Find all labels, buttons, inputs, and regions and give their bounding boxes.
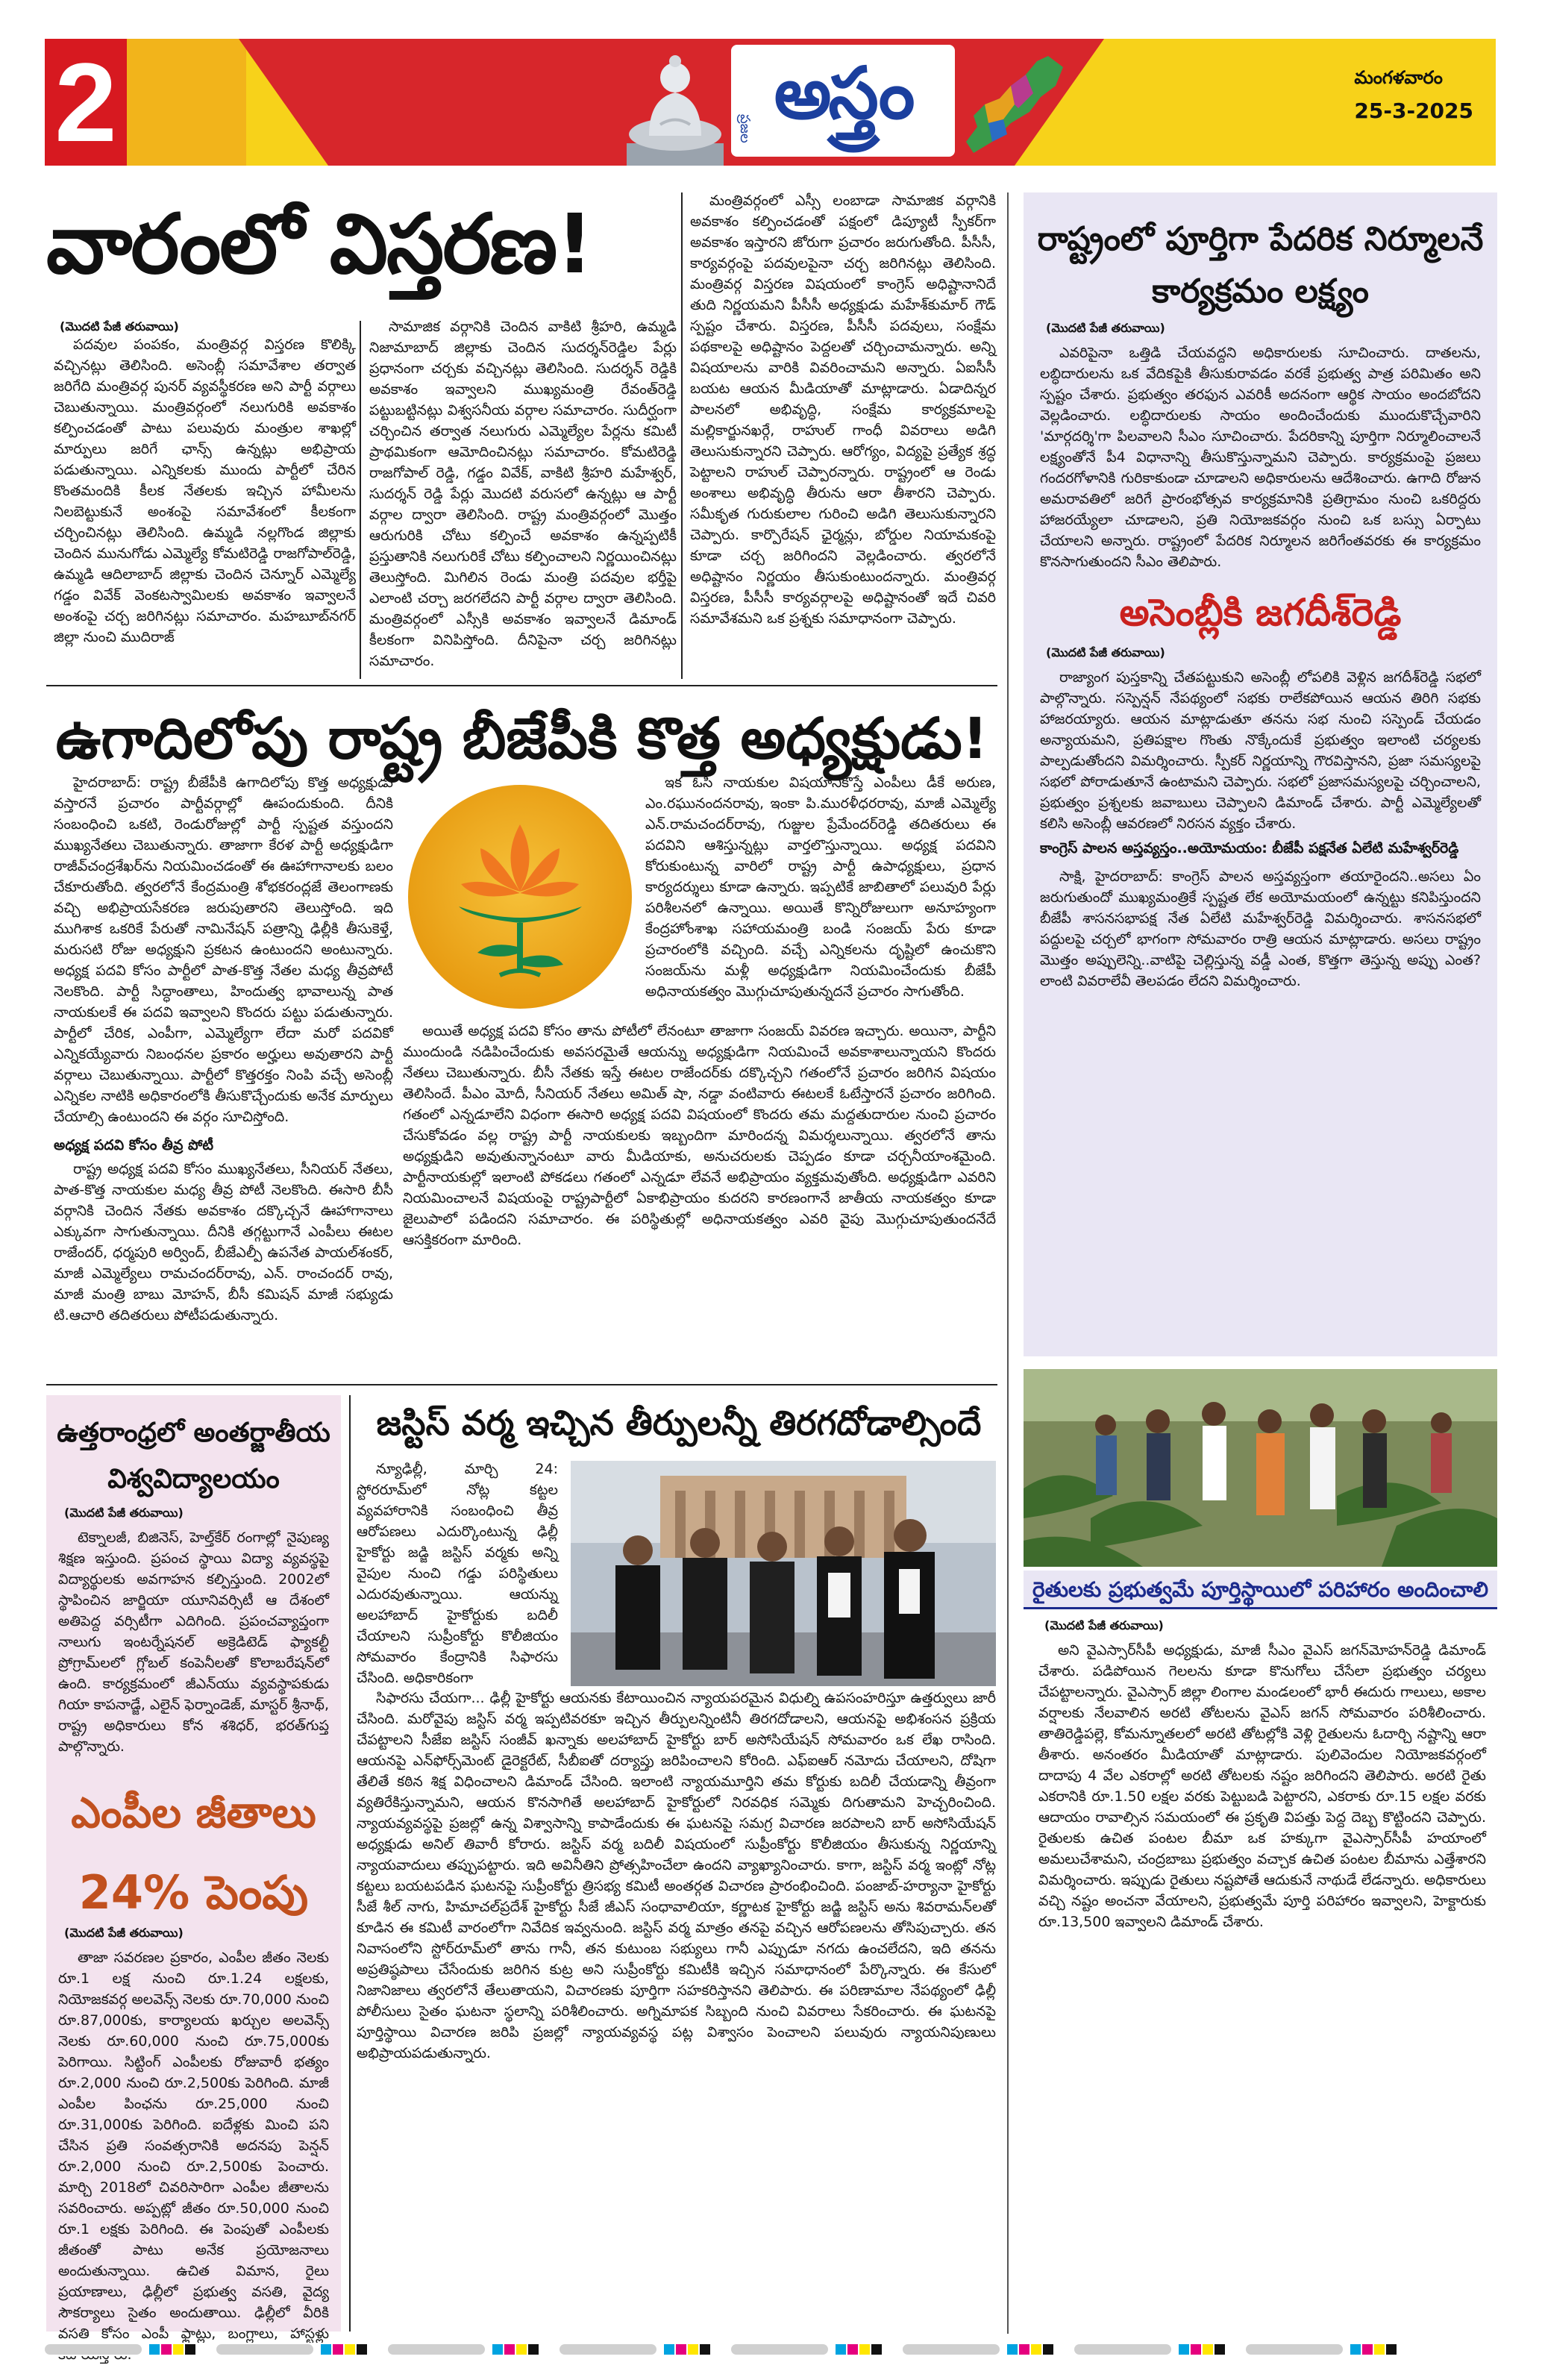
bottom-left-box: [46, 1395, 341, 2342]
bjp-lotus-logo-icon: [403, 780, 638, 1015]
university-credit: (మొదటి పేజీ తరువాయి): [64, 1506, 184, 1520]
story2-column-3: ఇక ఓసీ నాయకుల విషయానికొస్తే ఎంపీలు డీకే అరుణ, ఎం.రఘునందనరావు, ఇంకా పి.మురళీధరరావు, మాజీ ఎమ్మెల్యే ఎన్.రామచందర్‌రావు, గుజ్జుల ప్రేమేందర్‌రెడ్డి తదితరులు ఈ పదవిని ఆశిస్తున్నట్లు వార్తలొస్తున్నాయి. అధ్యక్ష పదవిని కోరుకుంటున్న వారిలో రాష్ట్ర పార్టీ ఉపాధ్యక్షులు, ప్రధాన కార్యదర్శులు కూడా ఉన్నారు. ఇప్పటికే జాబితాలో పలువురి పేర్లు పరిశీలనలో ఉన్నాయి. అయితే కొన్నిరోజులుగా అనూహ్యంగా కేంద్రహోంశాఖ సహాయమంత్రి బండి సంజయ్ పేరు కూడా ప్రచారంలోకి వచ్చింది. వచ్చే ఎన్నికలను దృష్టిలో ఉంచుకొని సంజయ్‌ను మళ్లీ అధ్యక్షుడిగా నియమించేందుకు బీజేపీ అధినాయకత్వం మొగ్గుచూపుతున్నదనే ప్రచారం సాగుతోంది.: [645, 774, 996, 1000]
story2-subhead: అధ్యక్ష పదవి కోసం తీవ్ర పోటీ: [54, 1137, 214, 1153]
buddha-statue-icon: [619, 46, 731, 166]
issue-date: [1354, 67, 1473, 123]
farmers-photo-caption: రైతులకు ప్రభుత్వమే పూర్తిస్థాయిలో పరిహారం అందించాలి: [1024, 1571, 1497, 1609]
column-rule: [349, 1395, 351, 2332]
story1-column-3: మంత్రివర్గంలో ఎస్సీ లంబాడా సామాజిక వర్గానికి అవకాశం కల్పించడంతో పక్షంలో డిప్యూటీ స్పీకర్‌గా అవకాశం ఇస్తారని జోరుగా ప్రచారం జరుగుతోంది. పీసీసీ, కార్యవర్గంపై పదవులపైనా చర్చ జరిగినట్లు తెలిసింది. మంత్రివర్గ విస్తరణ విషయంలో కాంగ్రెస్ అధిష్టానానిదే తుది నిర్ణయమని పీసీసీ అధ్యక్షుడు మహేశ్‌కుమార్ గౌడ్ స్పష్టం చేశారు. విస్తరణ, పీసీసీ పదవులు, సంక్షేమ పథకాలపై అధిష్టానం పెద్దలతో చర్చించామన్నారు. అన్ని విషయాలను వారికి వివరించామని అన్నారు. ఏఐసీసీ బయట ఆయన మీడియాతో మాట్లాడారు. ఏడాదిన్నర పాలనలో అభివృద్ధి, సంక్షేమ కార్యక్రమాలపై మల్లికార్జునఖర్గే, రాహుల్ గాంధీ వివరాలు అడిగి తెలుసుకున్నారని చెప్పారు. ఆరోగ్యం, విద్యపై ప్రత్యేక శ్రద్ధ పెట్టాలని రాహుల్ చెప్పారన్నారు. రాష్ట్రంలో ఆ రెండు అంశాలు అభివృద్ధి తీరును ఆరా తీశారని చెప్పారు. సమీకృత గురుకులాల గురించి అడిగి తెలుసుకున్నారని చెప్పారు. కార్పొరేషన్ ఛైర్మన్లు, బోర్డుల నియామకంపై కూడా చర్చ జరిగిందని వెల్లడించారు. త్వరలోనే అధిష్టానం నిర్ణయం తీసుకుంటుందన్నారు. మంత్రివర్గ విస్తరణ, పీసీసీ కార్యవర్గాలపై అధిష్టానంతో ఇదే చివరి సమావేశమని ఒక ప్రశ్నకు సమాధానంగా చెప్పారు.: [690, 192, 996, 627]
congress-subhead: కాంగ్రెస్ పాలన అస్తవ్యస్తం..అయోమయం: బీజేపీ పక్షనేత ఏలేటి మహేశ్వర్‌రెడ్డి: [1040, 840, 1459, 857]
issue-date-value: 25-3-2025: [1354, 98, 1473, 123]
state-map-icon: [959, 52, 1071, 157]
poverty-credit: (మొదటి పేజీ తరువాయి): [1046, 321, 1165, 335]
page-number: 2: [45, 39, 127, 166]
story1-column-2: సామాజిక వర్గానికి చెందిన వాకిటి శ్రీహరి, ఉమ్మడి నిజామాబాద్ జిల్లాకు చెందిన సుదర్శన్‌రెడ్డిల పేర్లు ప్రధానంగా చర్చకు వచ్చినట్లు తెలిసింది. సుదర్శన్ రెడ్డికి అవకాశం ఇవ్వాలని ముఖ్యమంత్రి రేవంత్‌రెడ్డి పట్టుబట్టినట్లు విశ్వసనీయ వర్గాల సమాచారం. సుదీర్ఘంగా చర్చించిన తర్వాత నలుగురు ఎమ్మెల్యేల పేర్లను కమిటీ ప్రాథమికంగా ఆమోదించినట్లు సమాచారం. కోమటిరెడ్డి రాజగోపాల్ రెడ్డి, గడ్డం వివేక్, వాకిటి శ్రీహరి మహేశ్వర్, సుదర్శన్ రెడ్డి పేర్లు మొదటి వరుసలో ఉన్నట్లు ఆ పార్టీ వర్గాల ద్వారా తెలిసింది. రాష్ట్ర మంత్రివర్గంలో మొత్తం ఆరుగురికి చోటు కల్పించే అవకాశం ఉన్నప్పటికీ ప్రస్తుతానికి నలుగురికే చోటు కల్పించాలని నిర్ణయించినట్లు తెలుస్తోంది. మిగిలిన రెండు మంత్రి పదవుల భర్తీపై ఎలాంటి చర్చా జరగలేదని పార్టీ వర్గాల ద్వారా తెలిసింది. మంత్రివర్గంలో ఎస్సీకి అవకాశం ఇవ్వాలనే డిమాండ్ కీలకంగా వినిపిస్తోంది. దీనిపైనా చర్చ జరిగినట్లు సమాచారం.: [369, 319, 677, 669]
university-text: టెక్నాలజీ, బిజినెస్, హెల్త్‌కేర్ రంగాల్లో నైపుణ్య శిక్షణ ఇస్తుంది. ప్రపంచ స్థాయి విద్యా వ్యవస్థపై విద్యార్థులకు అవగాహన కల్పిస్తుంది. 2002లో స్థాపించిన జార్జియా యూనివర్సిటీ ఆ దేశంలో అతిపెద్ద వర్సిటీగా ఎదిగింది. ప్రపంచవ్యాప్తంగా నాలుగు ఇంటర్నేషనల్ అక్రెడిటెడ్ ఫ్యాకల్టీ ప్రోగ్రామ్‌లలో గ్లోబల్ కంపెనీలతో కొలాబరేషన్‌లో ఉంది. కార్యక్రమంలో జీఎన్‌యు వ్యవస్థాపకుడు గియా కాపనాడ్జే, ఎలైన్ ఫెర్నాండెజ్, మాస్టర్ శ్రీనాథ్, రాష్ట్ర అధికారులు కోన శశిధర్, భరత్‌గుప్త పాల్గొన్నారు.: [58, 1529, 329, 1755]
lawyers-photo: [571, 1461, 996, 1686]
university-headline: ఉత్తరాంధ్రలో అంతర్జాతీయ విశ్వవిద్యాలయం: [57, 1418, 330, 1494]
justice-body: సిఫారసు చేయగా... ఢిల్లీ హైకోర్టు ఆయనకు కేటాయించిన న్యాయపరమైన విధుల్ని ఉపసంహరిస్తూ ఉత్తర్వులు జారీ చేసింది. మరోవైపు జస్టిస్ వర్మ ఇప్పటివరకూ ఇచ్చిన తీర్పులన్నింటినీ తిరగదోడాలని, ఆయనపై అభిశంసన ప్రక్రియ చేపట్టాలని సీజేఐ జస్టిస్ సంజీవ్ ఖన్నాకు అలహాబాద్ హైకోర్టు బార్ అసోసియేషన్ సోమవారం ఒక లేఖ రాసింది. ఆయనపై ఎన్‌ఫోర్స్‌మెంట్ డైరెక్టరేట్, సీబీఐతో దర్యాప్తు జరిపించాలని కోరింది. ఎఫ్‌ఐఆర్ నమోదు చేయాలని, దోషిగా తేలితే కఠిన శిక్ష విధించాలని డిమాండ్ చేసింది. ఇలాంటి న్యాయమూర్తిని తమ కోర్టుకు బదిలీ చేయడాన్ని తీవ్రంగా వ్యతిరేకిస్తున్నామని, ఆయన కొనసాగితే అలహాబాద్ హైకోర్టులో నిరవధిక సమ్మెకు దిగుతామని హెచ్చరించింది. న్యాయవ్యవస్థపై ప్రజల్లో ఉన్న విశ్వాసాన్ని కాపాడేందుకు ఈ ఘటనపై సమగ్ర విచారణ జరపాలని బార్ అసోసియేషన్ అధ్యక్షుడు అనిల్ తివారీ కోరారు. జస్టిస్ వర్మ బదిలీ విషయంలో సుప్రీంకోర్టు కొలీజియం తీసుకున్న నిర్ణయాన్ని న్యాయవాదులు తప్పుపట్టారు. ఇది అవినీతిని ప్రోత్సహించేలా ఉందని వ్యాఖ్యానించారు. కాగా, జస్టిస్ వర్మ ఇంట్లో నోట్ల కట్టలు బయటపడిన ఘటనపై సుప్రీంకోర్టు త్రిసభ్య కమిటీ అంతర్గత విచారణ ప్రారంభించింది. పంజాబ్-హర్యానా హైకోర్టు సీజే శీల్ నాగు, హిమాచల్‌ప్రదేశ్ హైకోర్టు సీజే జీఎస్ సంధావాలియా, కర్ణాటక హైకోర్టు జడ్జి జస్టిస్ అను శివరామన్‌లతో కూడిన ఈ కమిటీ వారంలోగా నివేదిక ఇవ్వనుంది. జస్టిస్ వర్మ మాత్రం తనపై వచ్చిన ఆరోపణలను తోసిపుచ్చారు. తన నివాసంలోని స్టోర్‌రూమ్‌లో తాను గానీ, తన కుటుంబ సభ్యులు గానీ ఎప్పుడూ నగదు ఉంచలేదని, ఇది తనను అప్రతిష్ఠపాలు చేసేందుకు జరిగిన కుట్ర అని సుప్రీంకోర్టు కమిటీకి ఇచ్చిన సమాధానంలో పేర్కొన్నారు. ఈ కేసులో నిజానిజాలు త్వరలోనే తేలుతాయని, విచారణకు పూర్తిగా సహకరిస్తానని తెలిపారు. ఈ పరిణామాల నేపథ్యంలో ఢిల్లీ పోలీసులు సైతం ఘటనా స్థలాన్ని పరిశీలించారు. అగ్నిమాపక సిబ్బంది నుంచి వివరాలు సేకరించారు. ఈ ఘటనపై పూర్తిస్థాయి విచారణ జరిపి ప్రజల్లో న్యాయవ్యవస్థ పట్ల విశ్వాసం పెంచాలని పలువురు న్యాయనిపుణులు అభిప్రాయపడుతున్నారు.: [357, 1690, 996, 2061]
farmers-credit: (మొదటి పేజీ తరువాయి): [1044, 1618, 1164, 1632]
poverty-headline: రాష్ట్రంలో పూర్తిగా పేదరిక నిర్మూలనే కార్యక్రమం లక్ష్యం: [1037, 220, 1484, 310]
section-rule: [46, 1384, 997, 1385]
jagadish-credit: (మొదటి పేజీ తరువాయి): [1046, 645, 1165, 660]
story1-headline: వారంలో విస్తరణ!: [46, 196, 592, 292]
masthead: [45, 39, 1496, 166]
jagadish-headline: అసెంబ్లీకి జగదీశ్‌రెడ్డి: [1119, 591, 1402, 634]
jagadish-text: రాజ్యాంగ పుస్తకాన్ని చేతపట్టుకుని అసెంబ్లీ లోపలికి వెళ్లిన జగదీశ్‌రెడ్డి సభలో పాల్గొన్నారు. సస్పెన్షన్ నేపథ్యంలో సభకు రాలేకపోయిన ఆయన తిరిగి సభకు హాజరయ్యారు. ఆయన మాట్లాడుతూ తనను సభ నుంచి సస్పెండ్ చేయడం అన్యాయమని, ప్రతిపక్షాల గొంతు నొక్కేందుకే ప్రభుత్వం ఇలాంటి చర్యలకు పాల్పడుతోందని విమర్శించారు. స్పీకర్ నిర్ణయాన్ని గౌరవిస్తానని, ప్రజా సమస్యలపై సభలో పోరాడుతూనే ఉంటామని చెప్పారు. సభలో ప్రజాసమస్యలపై చర్చించాలని, ప్రభుత్వం ప్రశ్నలకు జవాబులు చెప్పాలని డిమాండ్ చేశారు. పార్టీ ఎమ్మెల్యేలతో కలిసి అసెంబ్లీ ఆవరణలో నిరసన వ్యక్తం చేశారు.: [1040, 669, 1481, 832]
mp-salary-headline: ఎంపీల జీతాలు: [71, 1789, 316, 1838]
farmers-story: [1038, 1615, 1486, 1935]
story2-column-1: హైదరాబాద్: రాష్ట్ర బీజేపీకి ఉగాదిలోపు కొత్త అధ్యక్షుడు వస్తారనే ప్రచారం పార్టీవర్గాల్లో ఊపందుకుంది. దీనికి సంబంధించి ఒకటి, రెండురోజుల్లో పార్టీ స్పష్టత వస్తుందని ముఖ్యనేతలు చెబుతున్నారు. తాజాగా కేరళ పార్టీ అధ్యక్షుడిగా రాజీవ్‌చంద్రశేఖర్‌ను నియమించడంతో ఈ ఊహాగానాలకు బలం చేకూరుతోంది. త్వరలోనే కేంద్రమంత్రి శోభకరంద్లజే తెలంగాణకు వచ్చి అభిప్రాయసేకరణ జరుపుతారని తెలుస్తోంది. ఇది ముగిశాక ఒకరికే పేరుతో నామినేషన్ పత్రాన్ని ఢిల్లీకి తీసుకెళ్తే, మరుసటి రోజు అధ్యక్షుని ప్రకటన ఉంటుందని అంటున్నారు. అధ్యక్ష పదవి కోసం పార్టీలో పాత-కొత్త నేతల మధ్య తీవ్రపోటీ నెలకొంది. పార్టీ సిద్ధాంతాలు, హిందుత్వ భావాలున్న పాత నాయకులకే ఈ పదవి ఇవ్వాలని కొందరు పట్టు పడుతున్నారు. పార్టీలో చేరిక, ఎంపీగా, ఎమ్మెల్యేగా లేదా మరో పదవికో ఎన్నికయ్యేవారు నిబంధనల ప్రకారం అర్హులు అవుతారని పార్టీ వర్గాలు చెబుతున్నాయి. పార్టీలో కొత్తరక్తం నింపి వచ్చే అసెంబ్లీ ఎన్నికల నాటికి అధికారంలోకి తీసుకొచ్చేందుకు అనేక మార్పులు చేయాల్సి ఉంటుందని ఈ వర్గం సూచిస్తోంది. అధ్యక్ష పదవి కోసం తీవ్ర పోటీ రాష్ట్ర అధ్యక్ష పదవి కోసం ముఖ్యనేతలు, సీనియర్ నేతలు, పాత-కొత్త నాయకుల మధ్య తీవ్ర పోటీ నెలకొంది. ఈసారి బీసీ వర్గానికి చెందిన నేతకు అవకాశం దక్కొచ్చనే ఊహాగానాలు ఎక్కువగా సాగుతున్నాయి. దీనికి తగ్గట్టుగానే ఎంపీలు ఈటల రాజేందర్, ధర్మపురి అర్వింద్, బీజేఎల్పీ ఉపనేత పాయల్‌శంకర్, మాజీ ఎమ్మెల్యేలు రామచందర్‌రావు, ఎన్. రాంచందర్ రావు, మాజీ మంత్రి బాబు మోహన్, బీసీ కమిషన్ మాజీ సభ్యుడు టి.ఆచారి తదితరులు పోటీపడుతున్నారు.: [54, 774, 393, 1324]
justice-column-1: న్యూఢిల్లీ, మార్చి 24: స్టోరరూమ్‌లో నోట్ల కట్టల వ్యవహారానికి సంబంధించి తీవ్ర ఆరోపణలు ఎదుర్కొంటున్న ఢిల్లీ హైకోర్టు జడ్జి జస్టిస్ వర్మకు అన్ని వైపుల నుంచి గడ్డు పరిస్థితులు ఎదురవుతున్నాయి. ఆయన్ను అలహాబాద్ హైకోర్టుకు బదిలీ చేయాలని సుప్రీంకోర్టు కొలీజియం సోమవారం కేంద్రానికి సిఫారసు చేసింది. అధికారికంగా: [357, 1461, 558, 1686]
story2-column-lower: అయితే అధ్యక్ష పదవి కోసం తాను పోటీలో లేనంటూ తాజాగా సంజయ్ వివరణ ఇచ్చారు. అయినా, పార్టీని ముందుండి నడిపించేందుకు అవసరమైతే ఆయన్ను అధ్యక్షుడిగా నియమించే అవకాశాలున్నాయని కొందరు నేతలు చెబుతున్నారు. బీసీ నేతకు ఇస్తే ఈటల రాజేందర్‌కు దక్కొచ్చని గతంలోనే ప్రచారం జరిగిన విషయం తెలిసిందే. పీఎం మోదీ, సీనియర్ నేతలు అమిత్ షా, నడ్డా వంటివారు ఈటలకే ఓటేస్తారనే ప్రచారం జరిగింది. గతంలో ఎన్నడూలేని విధంగా ఈసారి అధ్యక్ష పదవి విషయంలో కొందరు తమ మద్దతుదారుల నుంచి ప్రచారం చేసుకోవడం వల్ల రాష్ట్ర పార్టీ నాయకులకు ఇబ్బందిగా మారిందన్న విమర్శలున్నాయి. త్వరలోనే తాను అధ్యక్షుడిని అవుతున్నానంటూ వారు మీడియాకు, అనుచరులకు చెప్పడం కూడా చర్చనీయాంశమైంది. పార్టీనాయకుల్లో ఇలాంటి పోకడలు గతంలో ఎన్నడూ లేవనే అభిప్రాయం వ్యక్తమవుతోంది. అధ్యక్షుడిగా ఎవరిని నియమించాలనే విషయంపై రాష్ట్రపార్టీలో ఏకాభిప్రాయం కుదరని కారణంగానే జాతీయ నాయకత్వం కూడా జైలుపాలో పడిందని సమాచారం. ఈ పరిస్థితుల్లో అధినాయకత్వం ఎవరి వైపు మొగ్గుచూపుతుందనేదే ఆసక్తికరంగా మారింది.: [403, 1023, 997, 1248]
banana-farm-photo: [1024, 1369, 1497, 1567]
right-column-box: [1024, 192, 1497, 1356]
section-rule: [46, 685, 997, 686]
column-rule: [1007, 192, 1009, 2334]
mp-salary-percent: 24% పెంపు: [78, 1865, 309, 1920]
congress-text: సాక్షి, హైదరాబాద్: కాంగ్రెస్ పాలన అస్తవ్యస్తంగా తయారైందని..అసలు ఏం జరుగుతుందో ముఖ్యమంత్రికే స్పష్టత లేక అయోమయంలో ఉన్నట్టు కనిపిస్తుందని బీజేపీ శాసనసభాపక్ష నేత ఏలేటి మహేశ్వర్‌రెడ్డి విమర్శించారు. శాసనసభలో పద్దులపై చర్చలో భాగంగా సోమవారం రాత్రి ఆయన మాట్లాడారు. అసలు రాష్ట్రం మొత్తం అప్పులెన్ని..వాటిపై చెల్లిస్తున్న వడ్డీ ఎంత, కొత్తగా తెస్తున్న అప్పు ఎంత? లాంటి వివరాలేవీ తెలపడం లేదని విమర్శించారు.: [1040, 868, 1481, 989]
color-registration-bar: [45, 2343, 1496, 2356]
newspaper-logo: ప్రజల అస్త్రం: [731, 45, 955, 157]
mp-salary-text: తాజా సవరణల ప్రకారం, ఎంపీల జీతం నెలకు రూ.1 లక్ష నుంచి రూ.1.24 లక్షలకు, నియోజకవర్గ అలవెన్స్ నెలకు రూ.70,000 నుంచి రూ.87,000కు, కార్యాలయ ఖర్చుల అలవెన్స్ నెలకు రూ.60,000 నుంచి రూ.75,000కు పెరిగాయి. సిట్టింగ్ ఎంపీలకు రోజువారీ భత్యం రూ.2,000 నుంచి రూ.2,500కు పెరిగింది. మాజీ ఎంపీల పింఛను రూ.25,000 నుంచి రూ.31,000కు పెరిగింది. ఐదేళ్లకు మించి పని చేసిన ప్రతి సంవత్సరానికి అదనపు పెన్షన్ రూ.2,000 నుంచి రూ.2,500కు పెంచారు. మార్చి 2018లో చివరిసారిగా ఎంపీల జీతాలను సవరించారు. అప్పట్లో జీతం రూ.50,000 నుంచి రూ.1 లక్షకు పెరిగింది. ఈ పెంపుతో ఎంపీలకు జీతంతో పాటు అనేక ప్రయోజనాలు అందుతున్నాయి. ఉచిత విమాన, రైలు ప్రయాణాలు, ఢిల్లీలో ప్రభుత్వ వసతి, వైద్య సౌకర్యాలు సైతం అందుతాయి. ఢిల్లీలో వీరికి వసతి కోసం ఎంపీ ఫ్లాట్లు, బంగ్లాలు, హాస్టళ్లు: [58, 1950, 329, 2342]
column-rule: [360, 321, 361, 679]
issue-day: మంగళవారం: [1354, 67, 1443, 88]
story1-credit: (మొదటి పేజీ తరువాయి): [60, 319, 179, 333]
story2-headline: ఉగాదిలోపు రాష్ట్ర బీజేపీకి కొత్త అధ్యక్షుడు!: [55, 705, 988, 771]
story1-column-1: పదవుల పంపకం, మంత్రివర్గ విస్తరణ కొలిక్కి వచ్చినట్లు తెలిసింది. అసెంబ్లీ సమావేశాల తర్వాత జరిగేది మంత్రివర్గ పునర్ వ్యవస్థీకరణ అని పార్టీ వర్గాలు చెబుతున్నాయి. మంత్రివర్గంలో నలుగురికి అవకాశం కల్పించడంతో పాటు పలువురు మంత్రుల శాఖల్లో మార్పులు జరిగే ఛాన్స్ ఉన్నట్లు అభిప్రాయ పడుతున్నాయి. ఎన్నికలకు ముందు పార్టీలో చేరిన కొంతమందికి కీలక నేతలకు ఇచ్చిన హామీలను నిలబెట్టుకునే అంశంపై సమావేశంలో కీలకంగా చర్చించినట్లు తెలిసింది. ఉమ్మడి నల్లగొండ జిల్లాకు చెందిన మునుగోడు ఎమ్మెల్యే కోమటిరెడ్డి రాజగోపాల్‌రెడ్డి, ఉమ్మడి ఆదిలాబాద్ జిల్లాకు చెందిన చెన్నూర్ ఎమ్మెల్యే గడ్డం వివేక్ వెంకటస్వామిలకు అవకాశం ఇవ్వాలనే అంశంపై చర్చ జరిగినట్లు సమాచారం. మహబూబ్‌నగర్ జిల్లా నుంచి ముదిరాజ్: [54, 336, 356, 645]
farmers-text: అని వైఎస్సార్‌సీపీ అధ్యక్షుడు, మాజీ సీఎం వైఎస్ జగన్‌మోహన్‌రెడ్డి డిమాండ్ చేశారు. పడిపోయిన గెలలను కూడా కొనుగోలు చేసేలా ప్రభుత్వం చర్యలు చేపట్టాలన్నారు. వైఎస్సార్ జిల్లా లింగాల మండలంలో భారీ ఈదురు గాలులు, అకాల వర్షాలకు నేలవాలిన అరటి తోటలను వైఎస్ జగన్ సోమవారం పరిశీలించారు. తాతిరెడ్డిపల్లె, కోమన్నూతలలో అరటి తోటల్లోకి వెళ్లి రైతులను ఓదార్చి నష్టాన్ని ఆరా తీశారు. అనంతరం మీడియాతో మాట్లాడారు. పులివెందుల నియోజకవర్గంలో దాదాపు 4 వేల ఎకరాల్లో అరటి తోటలకు నష్టం జరిగిందని తెలిపారు. అరటి రైతు ఎకరానికి రూ.1.50 లక్షల వరకు పెట్టుబడి పెట్టారని, ఎకరాకు రూ.15 లక్షల వరకు ఆదాయం రావాల్సిన సమయంలో ఈ ప్రకృతి విపత్తు పెద్ద దెబ్బ కొట్టిందని చెప్పారు. రైతులకు ఉచిత పంటల బీమా ఒక హక్కుగా వైఎస్సార్‌సీపీ హయాంలో అమలుచేశామని, చంద్రబాబు ప్రభుత్వం వచ్చాక ఉచిత పంటల బీమాను ఎత్తేశారని విమర్శించారు. ఇప్పుడు రైతులు నష్టపోతే ఆదుకునే నాథుడే లేడన్నారు. అధికారులు వచ్చి నష్టం అంచనా వేయాలని, ప్రభుత్వమే పూర్తి పరిహారం ఇవ్వాలని, హెక్టారుకు రూ.13,500 ఇవ్వాలని డిమాండ్ చేశారు.: [1038, 1642, 1486, 1930]
justice-headline: జస్టిస్ వర్మ ఇచ్చిన తీర్పులన్నీ తిరగదోడాల్సిందే: [376, 1403, 982, 1443]
masthead-band: [127, 39, 1496, 166]
poverty-text: ఎవరిపైనా ఒత్తిడి చేయవద్దని అధికారులకు సూచించారు. దాతలను, లబ్ధిదారులను ఒక వేదికపైకి తీసుకురావడం వరకే ప్రభుత్వ పాత్ర పరిమితం అని స్పష్టం చేశారు. ప్రభుత్వం తరఫున ఎవరికీ అదనంగా ఆర్థిక సాయం అందబోదని వెల్లడించారు. లబ్ధిదారులకు సాయం అందించేందుకు ముందుకొచ్చేవారిని 'మార్గదర్శి'గా పిలవాలని సీఎం సూచించారు. పేదరికాన్ని పూర్తిగా నిర్మూలించాలనే లక్ష్యంతోనే పీ4 విధానాన్ని తీసుకొస్తున్నామని చెప్పారు. కార్యక్రమంపై ప్రజలు గందరగోళానికి గురికాకుండా చూడాలని అధికారులను ఆదేశించారు. ఉగాది రోజున అమరావతిలో జరిగే ప్రారంభోత్సవ కార్యక్రమానికి ప్రతిగ్రామం నుంచి ఒకరిద్దరు హాజరయ్యేలా చూడాలని, ప్రతి నియోజకవర్గం నుంచి ఒక బస్సు ఏర్పాటు చేయాలని అన్నారు. రాష్ట్రంలో పేదరిక నిర్మూలన జరిగేంతవరకు ఈ కార్యక్రమం కొనసాగుతుందని సీఎం తెలిపారు.: [1040, 345, 1481, 570]
logo-title: అస్త్రం: [774, 51, 912, 135]
mp-salary-credit: (మొదటి పేజీ తరువాయి): [64, 1926, 184, 1940]
